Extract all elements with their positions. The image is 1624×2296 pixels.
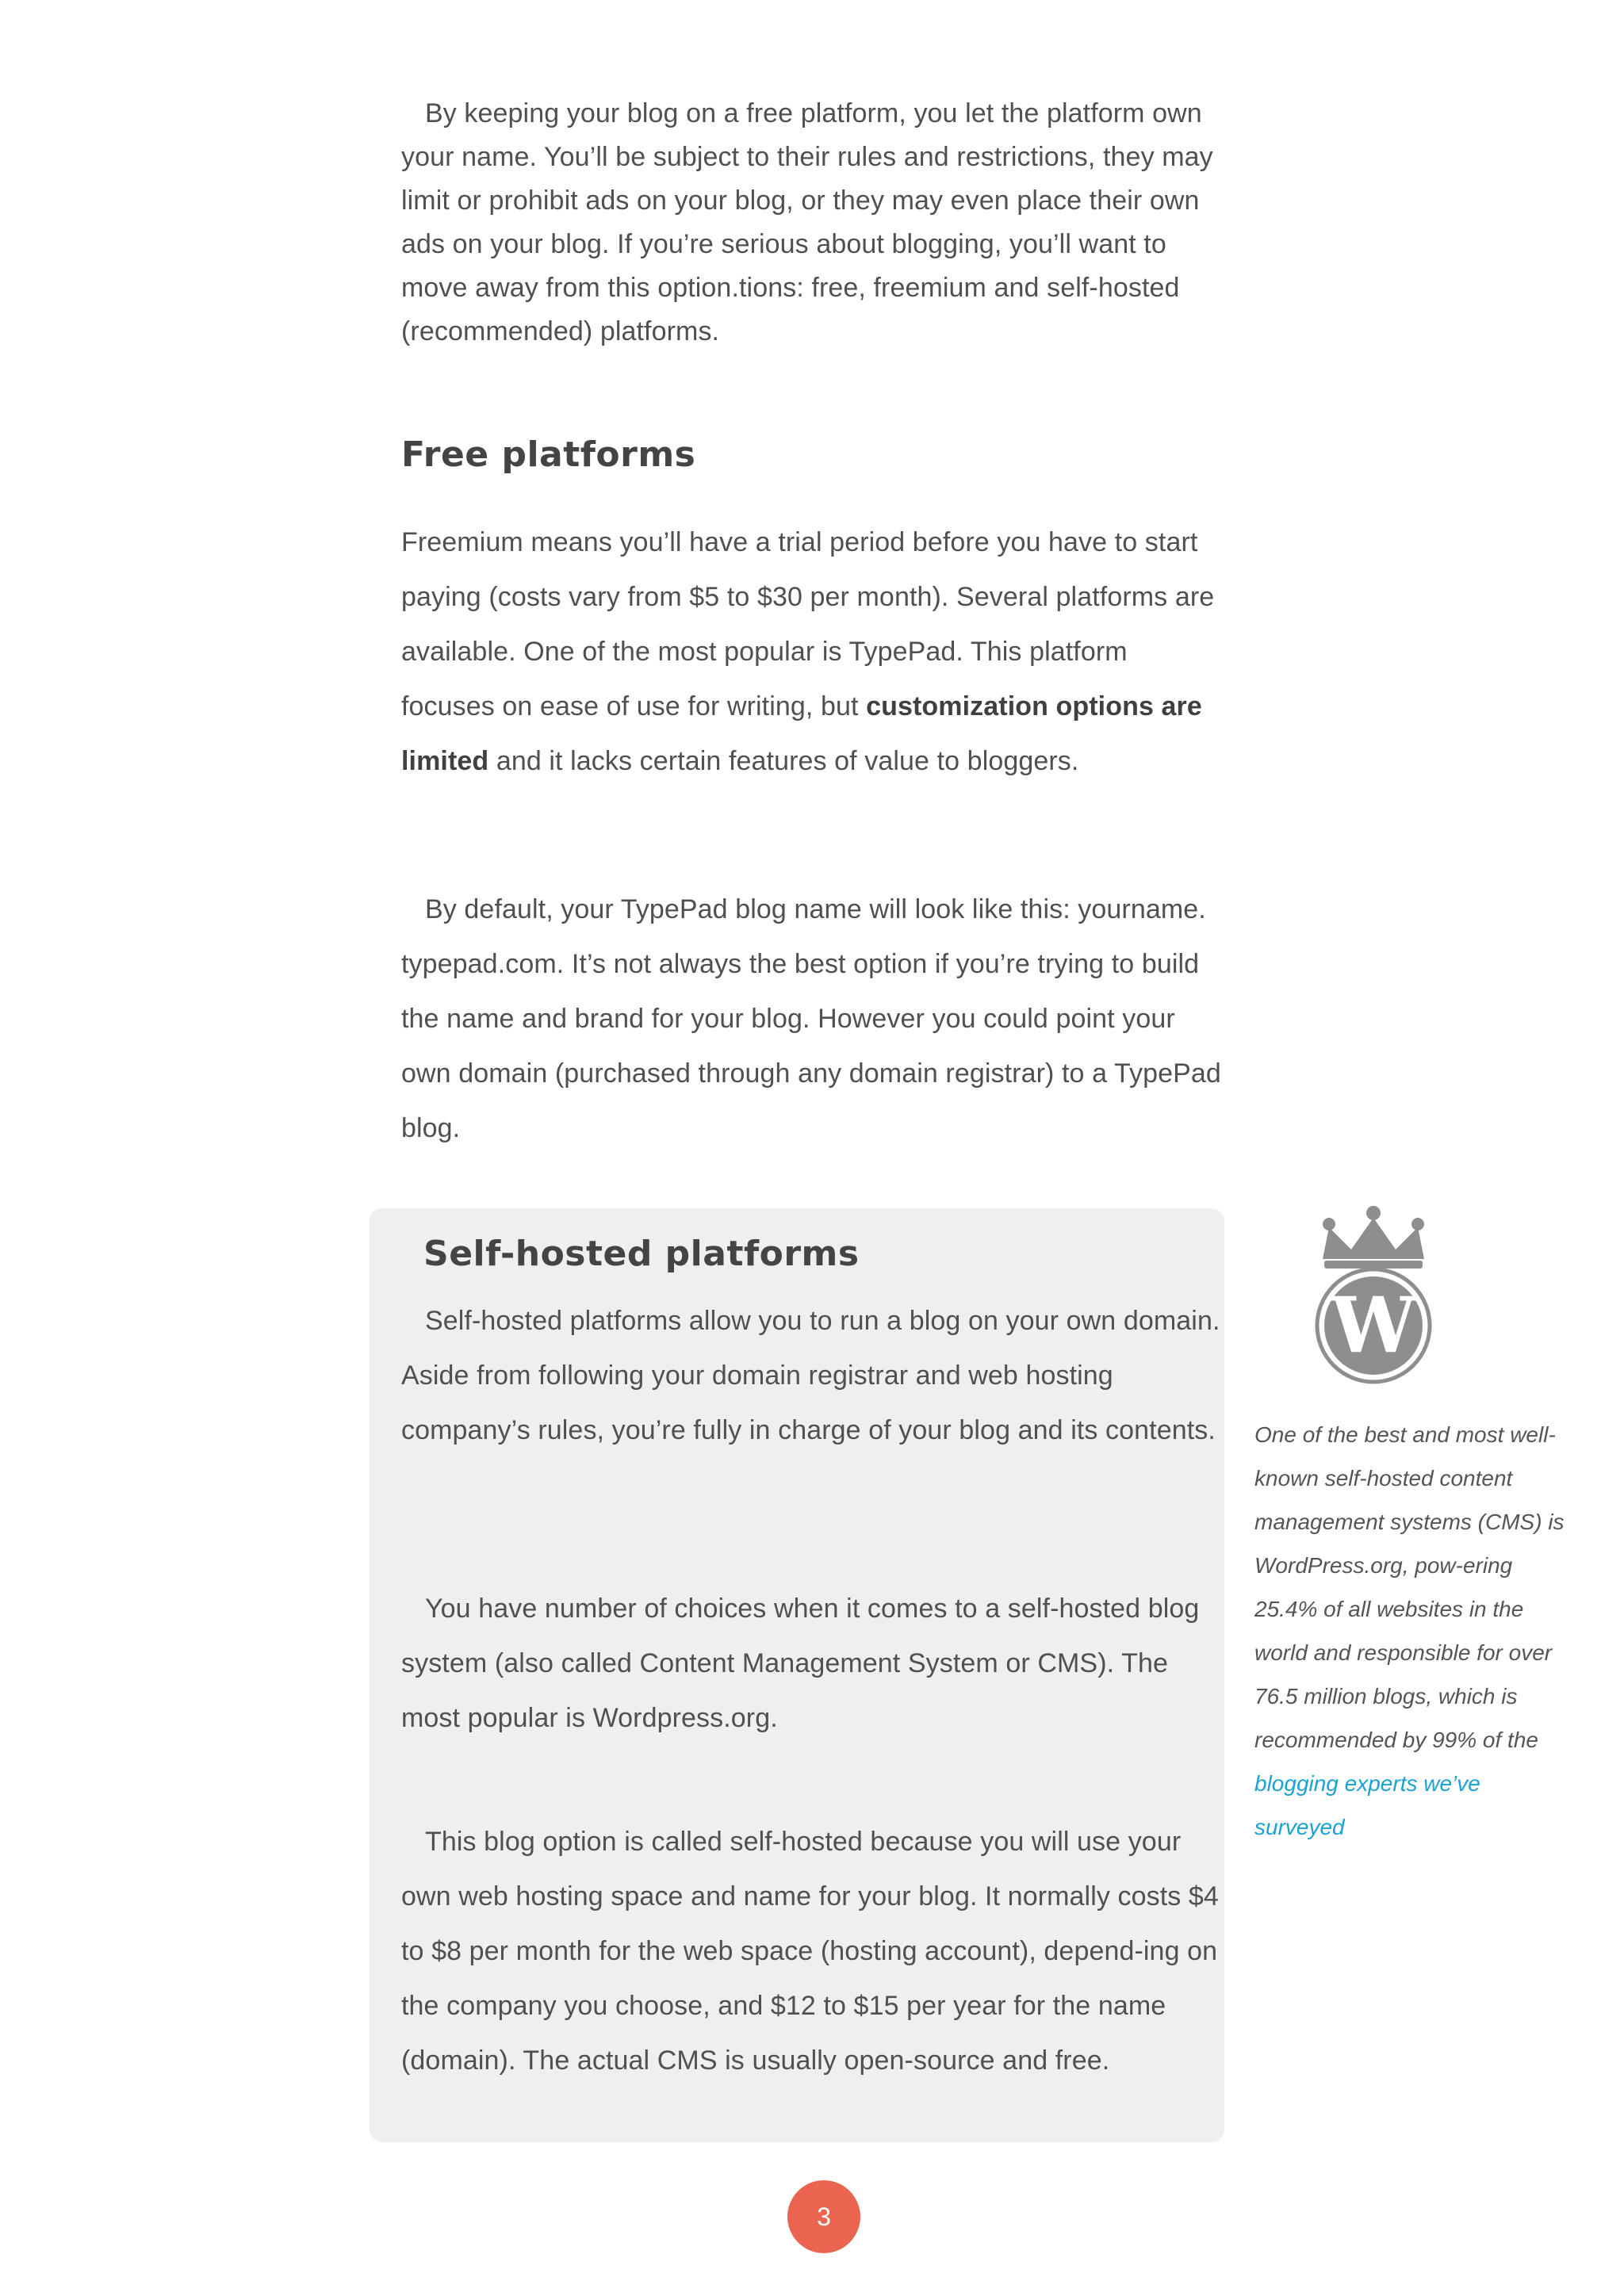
typepad-default-paragraph: By default, your TypePad blog name will look like this: yourname. typepad.com. It’s not always the best option if you’re trying to build the name and brand for your blog. However you could point your own domain (purchased through any domain registrar) to a TypePad blog. <box>401 894 1221 1143</box>
self-hosted-paragraph-1: Self-hosted platforms allow you to run a blog on your own domain. Aside from following your domain registrar and web hosting company’s rules, you’re fully in charge of your blog and its contents. <box>401 1306 1220 1445</box>
wordpress-crown-icon <box>1310 1205 1437 1389</box>
freemium-text: Freemium means you’ll have a trial period before you have to start paying (costs vary from $5 to $30 per month). Several platforms are available. One of the most popular is TypePad. This platform focuses on ease of use for writing, but <box>401 527 1215 721</box>
free-platforms-heading: Free platforms <box>401 434 696 475</box>
self-hosted-heading: Self-hosted platforms <box>423 1234 860 1274</box>
sidebar-caption-text: One of the best and most well-known self-hosted content management systems (CMS) is WordPress.org, pow-ering 25.4% of all websites in the world and responsible for over 76.5 million blogs, which is recommended by 99% of the <box>1254 1422 1565 1752</box>
self-hosted-paragraph-2: You have number of choices when it comes to a self-hosted blog system (also called Content Management System or CMS). The most popular is Wordpress.org. <box>401 1594 1200 1733</box>
svg-text:W: W <box>1331 1280 1416 1370</box>
sidebar-caption <box>1254 1413 1572 1849</box>
intro-paragraph: By keeping your blog on a free platform, you let the platform own your name. You’ll be subject to their rules and restrictions, they may limit or prohibit ads on your blog, or they may even place their own ads on your blog. If you’re serious about blogging, you’ll want to move away from this option.tions: free, freemium and self-hosted (recommended) platforms. <box>401 98 1213 346</box>
customization-limited-bold: customization options are limited <box>401 691 1202 776</box>
blogging-experts-link[interactable]: blogging experts we’ve surveyed <box>1254 1771 1480 1839</box>
self-hosted-paragraph-3: This blog option is called self-hosted because you will use your own web hosting space and name for your blog. It normally costs $4 to $8 per month for the web space (hosting account), depend-ing on the company you choose, and $12 to $15 per year for the name (domain). The actual CMS is usually open-source and free. <box>401 1827 1219 2076</box>
freemium-paragraph <box>401 515 1226 789</box>
freemium-text-end: and it lacks certain features of value to bloggers. <box>488 746 1079 776</box>
page-number-badge: 3 <box>787 2180 860 2253</box>
